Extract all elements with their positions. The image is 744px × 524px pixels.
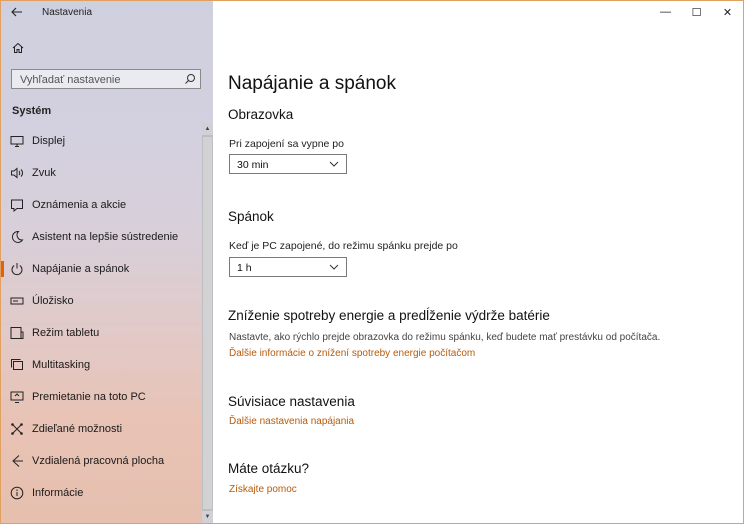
- dropdown-value: 1 h: [237, 262, 252, 274]
- scroll-up-arrow-icon[interactable]: ▲: [202, 123, 213, 135]
- sidebar-item-remote-desktop[interactable]: [1, 447, 201, 475]
- window-controls: [650, 1, 743, 23]
- storage-icon: [10, 294, 24, 308]
- sidebar-item-power-sleep[interactable]: [1, 255, 201, 283]
- screen-timeout-dropdown[interactable]: [229, 154, 347, 174]
- chevron-down-icon: [329, 263, 339, 271]
- maximize-button[interactable]: ☐: [691, 6, 702, 19]
- sidebar: [1, 1, 213, 523]
- sidebar-item-label: Zdieľané možnosti: [32, 423, 123, 435]
- related-settings-heading: Súvisiace nastavenia: [228, 394, 355, 409]
- sidebar-item-label: Režim tabletu: [32, 327, 100, 339]
- sidebar-item-label: Displej: [32, 135, 66, 147]
- scrollbar-thumb[interactable]: [203, 137, 212, 509]
- sidebar-item-shared-experiences[interactable]: [1, 415, 201, 443]
- sidebar-item-label: Multitasking: [32, 359, 91, 371]
- notification-icon: [10, 198, 24, 212]
- sidebar-item-multitasking[interactable]: [1, 351, 201, 379]
- dropdown-value: 30 min: [237, 159, 269, 171]
- sidebar-item-label: Úložisko: [32, 295, 74, 307]
- page-title: Napájanie a spánok: [228, 73, 396, 94]
- sleep-timeout-label: Keď je PC zapojené, do režimu spánku prejde po: [229, 240, 458, 252]
- power-icon: [10, 262, 24, 276]
- main-content: [213, 1, 743, 523]
- multitasking-icon: [10, 358, 24, 372]
- search-icon[interactable]: [184, 73, 196, 85]
- section-label-system: Systém: [12, 105, 52, 117]
- energy-heading: Zníženie spotreby energie a predĺženie výdrže batérie: [228, 308, 550, 323]
- tablet-icon: [10, 326, 24, 340]
- minimize-button[interactable]: —: [660, 6, 671, 18]
- back-arrow-icon: [11, 7, 23, 17]
- sleep-timeout-dropdown[interactable]: [229, 257, 347, 277]
- close-button[interactable]: ✕: [722, 6, 733, 19]
- screen-timeout-label: Pri zapojení sa vypne po: [229, 138, 344, 150]
- energy-description: Nastavte, ako rýchlo prejde obrazovka do režimu spánku, keď budete mať prestávku od počítača.: [229, 332, 661, 343]
- search-input[interactable]: Vyhľadať nastavenie: [20, 74, 121, 86]
- sidebar-item-focus-assist[interactable]: [1, 223, 201, 251]
- screen-heading: Obrazovka: [228, 107, 294, 122]
- sidebar-item-label: Zvuk: [32, 167, 56, 179]
- energy-info-link[interactable]: Ďalšie informácie o znížení spotreby energie počítačom: [229, 348, 476, 359]
- moon-icon: [10, 230, 24, 244]
- back-button[interactable]: [7, 3, 27, 21]
- sidebar-item-projecting[interactable]: [1, 383, 201, 411]
- sleep-heading: Spánok: [228, 209, 274, 224]
- search-box[interactable]: [11, 69, 201, 89]
- home-icon: [11, 41, 25, 55]
- sidebar-item-label: Napájanie a spánok: [32, 263, 130, 275]
- active-indicator: [1, 261, 4, 277]
- monitor-icon: [10, 134, 24, 148]
- projection-icon: [10, 390, 24, 404]
- home-button[interactable]: [11, 41, 27, 57]
- info-icon: [10, 486, 24, 500]
- sidebar-item-about[interactable]: [1, 479, 201, 507]
- sidebar-item-label: Informácie: [32, 487, 84, 499]
- additional-power-settings-link[interactable]: Ďalšie nastavenia napájania: [229, 416, 355, 427]
- chevron-down-icon: [329, 160, 339, 168]
- sidebar-item-label: Premietanie na toto PC: [32, 391, 146, 403]
- speaker-icon: [10, 166, 24, 180]
- shared-experiences-icon: [10, 422, 24, 436]
- get-help-link[interactable]: Získajte pomoc: [229, 484, 297, 495]
- scroll-down-arrow-icon[interactable]: ▼: [202, 511, 213, 523]
- sidebar-item-label: Asistent na lepšie sústredenie: [32, 231, 179, 243]
- app-title: Nastavenia: [42, 7, 93, 18]
- question-heading: Máte otázku?: [228, 461, 310, 476]
- sidebar-item-label: Vzdialená pracovná plocha: [32, 455, 165, 467]
- sidebar-item-sound[interactable]: [1, 159, 201, 187]
- remote-desktop-icon: [10, 454, 24, 468]
- sidebar-item-notifications[interactable]: [1, 191, 201, 219]
- sidebar-item-label: Oznámenia a akcie: [32, 199, 127, 211]
- sidebar-item-storage[interactable]: [1, 287, 201, 315]
- sidebar-item-tablet-mode[interactable]: [1, 319, 201, 347]
- sidebar-item-display[interactable]: [1, 127, 201, 155]
- titlebar: [1, 1, 213, 25]
